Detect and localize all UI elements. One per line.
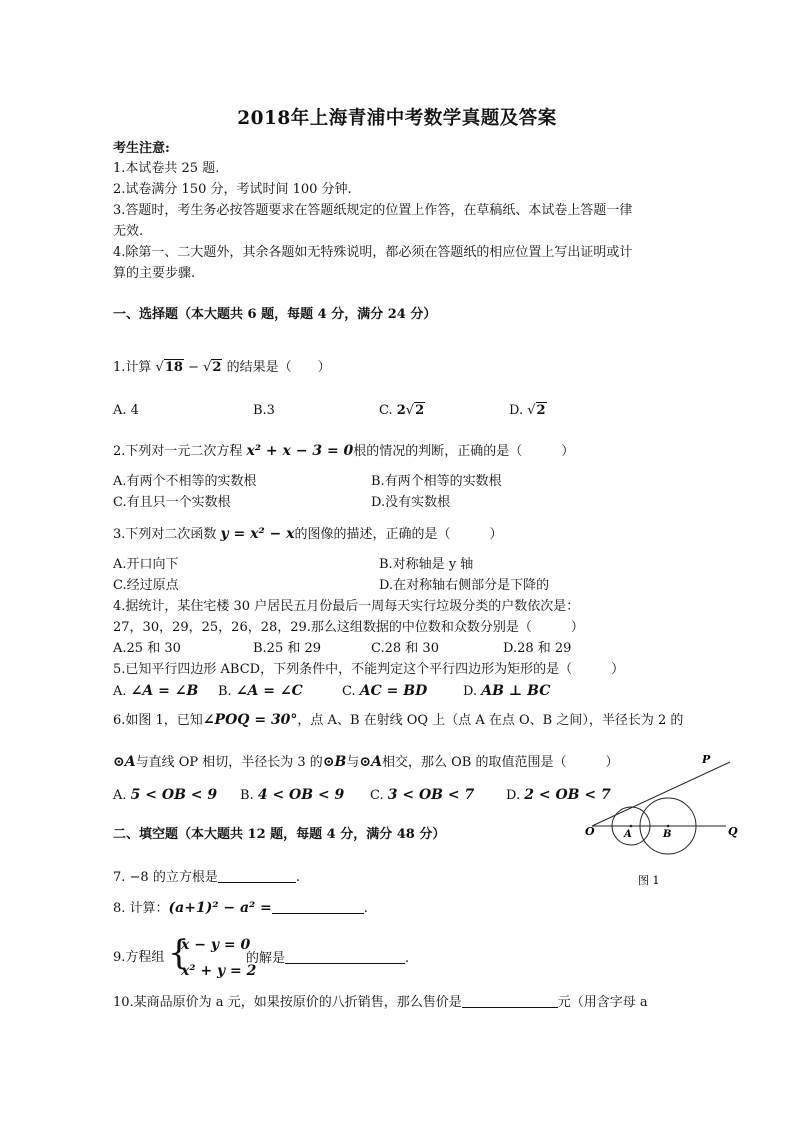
q3-option-b: B.对称轴是 y 轴 — [379, 557, 474, 572]
q3-prefix: 3.下列对二次函数 — [113, 527, 221, 542]
option-label: D. — [463, 684, 482, 699]
section-heading: 二、填空题（本大题共 12 题，每题 4 分，满分 48 分） — [113, 827, 446, 842]
option-label: C. — [379, 403, 397, 418]
q5-option-d — [463, 682, 550, 701]
q5-option-a — [113, 682, 198, 701]
sqrt-2: √2 — [405, 403, 425, 418]
q8-prefix: 8. 计算： — [113, 901, 169, 916]
option-expression: AB ⊥ BC — [481, 683, 551, 699]
q2-option-b: B.有两个相等的实数根 — [371, 474, 502, 489]
q4-option-a: A.25 和 30 — [113, 641, 181, 656]
notice-heading: 考生注意: — [113, 141, 170, 156]
radicand: 2 — [212, 360, 222, 375]
question-1 — [113, 359, 331, 377]
question-7 — [113, 868, 300, 887]
circle-a-symbol: ⊙A — [113, 754, 136, 770]
coefficient: 2 — [396, 403, 406, 418]
q6-text: 与 — [346, 755, 360, 770]
option-label: A. — [113, 788, 131, 803]
page-title: 2018年上海青浦中考数学真题及答案 — [237, 108, 557, 129]
question-3 — [113, 525, 502, 544]
q1-minus: − — [183, 360, 204, 375]
question-4-line1: 4.据统计，某住宅楼 30 户居民五月份最后一周每天实行垃圾分类的户数依次是： — [113, 599, 580, 614]
q4-option-c: C.28 和 30 — [371, 641, 439, 656]
q7-text: 7. −8 的立方根是 — [113, 870, 218, 885]
option-expression: 3 < OB < 7 — [387, 787, 475, 803]
question-8 — [113, 899, 368, 918]
option-label: C. — [370, 788, 388, 803]
q6-suffix: ，点 A、B 在射线 OQ 上（点 A 在点 O、B 之间），半径长为 2 的 — [297, 713, 684, 728]
option-expression: 5 < OB < 9 — [130, 787, 218, 803]
q3-equation: y = x² − x — [220, 526, 295, 542]
option-label: C. — [342, 684, 360, 699]
q1-option-a: A. 4 — [113, 403, 139, 418]
q4-option-d: D.28 和 29 — [503, 641, 572, 656]
question-9-suffix — [246, 949, 409, 968]
notice-item: 无效. — [113, 224, 144, 239]
figure-caption: 图 1 — [638, 874, 660, 887]
label-o: O — [585, 825, 595, 838]
notice-item: 2.试卷满分 150 分，考试时间 100 分钟. — [113, 182, 352, 197]
option-label: D. — [509, 403, 528, 418]
option-label: B. — [218, 684, 236, 699]
question-9-prefix: 9.方程组 — [113, 950, 165, 965]
label-q: Q — [728, 825, 738, 838]
answer-blank[interactable] — [272, 899, 364, 914]
label-p: P — [702, 753, 711, 766]
circle-a-symbol: ⊙A — [359, 754, 382, 770]
radicand: 2 — [415, 403, 425, 418]
notice-item: 1.本试卷共 25 题. — [113, 161, 220, 176]
q5-option-c — [342, 682, 427, 701]
q5-option-b — [218, 682, 303, 701]
figure-1 — [578, 750, 748, 890]
radicand: 18 — [164, 360, 183, 375]
q2-option-c: C.有且只一个实数根 — [113, 495, 231, 510]
label-b: B — [663, 829, 672, 840]
q2-suffix: 根的情况的判断，正确的是（ ） — [353, 444, 575, 459]
q2-option-a: A.有两个不相等的实数根 — [113, 474, 257, 489]
question-10 — [113, 993, 648, 1012]
question-6-line2 — [113, 753, 618, 772]
sqrt-18: √18 — [155, 360, 183, 375]
ray-op — [592, 762, 730, 826]
question-4-line2: 27，30，29，25，26，28，29.那么这组数据的中位数和众数分别是（ ） — [113, 620, 584, 635]
q1-option-d — [509, 402, 547, 420]
q3-suffix: 的图像的描述，正确的是（ ） — [294, 527, 503, 542]
answer-blank[interactable] — [285, 949, 405, 964]
q4-option-b: B.25 和 29 — [253, 641, 322, 656]
option-expression: 2 < OB < 7 — [524, 787, 611, 803]
q1-option-b: B.3 — [253, 403, 275, 418]
q8-expression: (a+1)² − a² = — [168, 900, 272, 916]
question-5: 5.已知平行四边形 ABCD，下列条件中，不能判定这个平行四边形为矩形的是（ ） — [113, 662, 625, 677]
option-expression: ∠A = ∠C — [235, 683, 303, 699]
answer-blank[interactable] — [462, 993, 558, 1008]
q3-option-c: C.经过原点 — [113, 578, 179, 593]
system-brace: { — [168, 933, 190, 973]
q6-text: 相交，那么 OB 的取值范围是（ ） — [382, 755, 619, 770]
q6-option-b — [240, 786, 344, 805]
option-label: A. — [113, 684, 131, 699]
q6-prefix: 6.如图 1，已知 — [113, 713, 203, 728]
q9-suffix: 的解是 — [246, 951, 286, 966]
q1-option-c — [379, 402, 425, 420]
system-equation-1: x − y = 0 — [181, 937, 251, 953]
system-equation-2: x² + y = 2 — [181, 963, 257, 979]
sqrt-2: √2 — [527, 403, 546, 418]
q2-equation: x² + x − 3 = 0 — [246, 443, 354, 459]
q3-option-a: A.开口向下 — [113, 557, 179, 572]
point-b — [667, 825, 670, 828]
q10-suffix: 元（用含字母 a — [557, 995, 648, 1010]
q1-suffix: 的结果是（ ） — [222, 360, 331, 375]
option-expression: ∠A = ∠B — [130, 683, 199, 699]
notice-item: 4.除第一、二大题外，其余各题如无特殊说明，都必须在答题纸的相应位置上写出证明或计 — [113, 245, 633, 260]
q6-option-c — [370, 786, 474, 805]
option-expression: AC = BD — [359, 683, 428, 699]
option-expression: 4 < OB < 9 — [257, 787, 345, 803]
q8-end: . — [363, 901, 368, 916]
answer-blank[interactable] — [218, 868, 296, 883]
notice-item: 3.答题时，考生务必按答题要求在答题纸规定的位置上作答，在草稿纸、本试卷上答题一律 — [113, 203, 633, 218]
section-heading: 一、选择题（本大题共 6 题，每题 4 分，满分 24 分） — [113, 307, 437, 322]
sqrt-2: √2 — [203, 360, 222, 375]
q1-prefix: 1.计算 — [113, 360, 156, 375]
question-6-line1 — [113, 711, 683, 730]
radicand: 2 — [536, 403, 546, 418]
label-a: A — [624, 829, 632, 840]
q7-end: . — [295, 870, 300, 885]
question-2 — [113, 442, 574, 461]
point-a — [630, 825, 633, 828]
q9-end: . — [405, 951, 410, 966]
option-label: D. — [506, 788, 525, 803]
q2-option-d: D.没有实数根 — [371, 495, 451, 510]
q3-option-d: D.在对称轴右侧部分是下降的 — [379, 578, 550, 593]
circle-b-symbol: ⊙B — [322, 754, 347, 770]
q6-text: 与直线 OP 相切，半径长为 3 的 — [135, 755, 323, 770]
option-label: B. — [240, 788, 258, 803]
q6-angle: ∠POQ = 30° — [202, 712, 298, 728]
notice-item: 算的主要步骤. — [113, 266, 196, 281]
q6-option-a — [113, 786, 217, 805]
q2-prefix: 2.下列对一元二次方程 — [113, 444, 247, 459]
q10-prefix: 10.某商品原价为 a 元，如果按原价的八折销售，那么售价是 — [113, 995, 462, 1010]
